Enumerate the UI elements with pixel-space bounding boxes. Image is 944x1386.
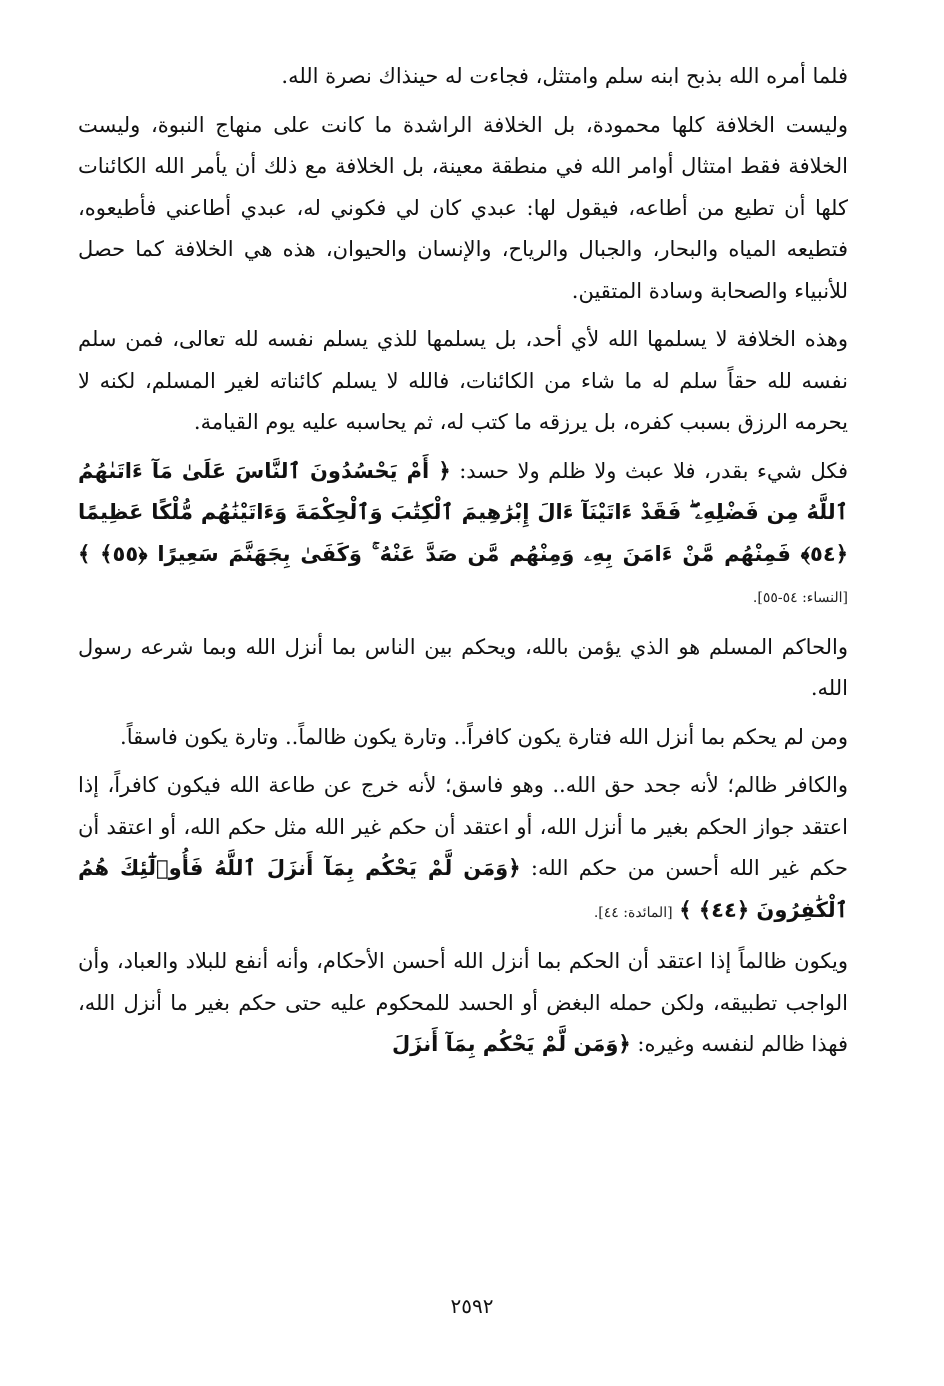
- paragraph-6: [78, 717, 848, 759]
- paragraph-7-text: والكافر ظالم؛ لأنه جحد حق الله.. وهو فاسق؛ لأنه خرج عن طاعة الله فيكون كافراً، إذا اعتقد جواز الحكم بغير ما أنزل الله، أو اعتقد أن حكم غير الله مثل حكم الله، أو اعتقد أن حكم غير الله أحسن من حكم الله:: [78, 773, 848, 880]
- paragraph-5-text: والحاكم المسلم هو الذي يؤمن بالله، ويحكم بين الناس بما أنزل الله وبما شرعه رسول الله.: [78, 634, 848, 700]
- quran-verse-nisa: ﴿ أَمْ يَحْسُدُونَ ٱلنَّاسَ عَلَىٰ مَآ ءَاتَىٰهُمُ ٱللَّهُ مِن فَضْلِهِۦ ۖ فَقَدْ ءَاتَيْنَآ ءَالَ إِبْرَٰهِيمَ ٱلْكِتَٰبَ وَٱلْحِكْمَةَ وَءَاتَيْنَٰهُم مُّلْكًا عَظِيمًا ﴿٥٤﴾ فَمِنْهُم مَّنْ ءَامَنَ بِهِۦ وَمِنْهُم مَّن صَدَّ عَنْهُ ۚ وَكَفَىٰ بِجَهَنَّمَ سَعِيرًا ﴿٥٥﴾ ﴾: [78, 458, 848, 566]
- verse-reference-nisa: [النساء: ٥٤-٥٥].: [752, 590, 848, 606]
- paragraph-4-text: فكل شيء بقدر، فلا عبث ولا ظلم ولا حسد:: [459, 458, 848, 483]
- quran-verse-maidah: ﴿وَمَن لَّمْ يَحْكُم بِمَآ أَنزَلَ ٱللَّهُ فَأُو۟لَٰٓئِكَ هُمُ ٱلْكَٰفِرُونَ ﴿٤٤﴾ ﴾: [78, 856, 848, 922]
- paragraph-3-text: وهذه الخلافة لا يسلمها الله لأي أحد، بل يسلمها للذي يسلم نفسه لله تعالى، فمن سلم نفسه لله حقاً سلم له ما شاء من الكائنات، فالله لا يسلم كائناته لغير المسلم، لكنه لا يحرمه الرزق بسبب كفره، بل يرزقه ما كتب له، ثم يحاسبه عليه يوم القيامة.: [78, 327, 848, 434]
- paragraph-3: [78, 319, 848, 444]
- paragraph-6-text: ومن لم يحكم بما أنزل الله فتارة يكون كافراً.. وتارة يكون ظالماً.. وتارة يكون فاسقاً.: [120, 724, 848, 749]
- paragraph-4: [78, 451, 848, 620]
- quran-verse-continuation: ﴿وَمَن لَّمْ يَحْكُم بِمَآ أَنزَلَ: [391, 1032, 631, 1056]
- paragraph-5: [78, 627, 848, 710]
- paragraph-1: [78, 56, 848, 98]
- page-number: ٢٥٩٢: [450, 1294, 494, 1318]
- paragraph-8-text: ويكون ظالماً إذا اعتقد أن الحكم بما أنزل الله أحسن الأحكام، وأنه أنفع للبلاد والعباد، وأن الواجب تطبيقه، ولكن حمله البغض أو الحسد للمحكوم عليه حتى حكم بغير ما أنزل الله، فهذا ظالم لنفسه وغيره:: [78, 949, 848, 1056]
- paragraph-1-text: فلما أمره الله بذبح ابنه سلم وامتثل، فجاءت له حينذاك نصرة الله.: [281, 64, 848, 88]
- page-body: [78, 56, 848, 1326]
- paragraph-8: [78, 941, 848, 1066]
- verse-reference-maidah: [المائدة: ٤٤].: [593, 904, 673, 921]
- paragraph-2: [78, 105, 848, 313]
- paragraph-7: [78, 765, 848, 934]
- paragraph-2-text: وليست الخلافة كلها محمودة، بل الخلافة الراشدة ما كانت على منهاج النبوة، وليست الخلافة فقط امتثال أوامر الله في منطقة معينة، بل الخلافة مع ذلك أن يأمر الله الكائنات كلها أن تطيع من أطاعه، فيقول لها: عبدي كان لي فكوني له، عبدي أطاعني فأطيعوه، فتطيعه المياه والبحار، والجبال والرياح، والإنسان والحيوان، هذه هي الخلافة كما حصل للأنبياء والصحابة وسادة المتقين.: [78, 112, 848, 303]
